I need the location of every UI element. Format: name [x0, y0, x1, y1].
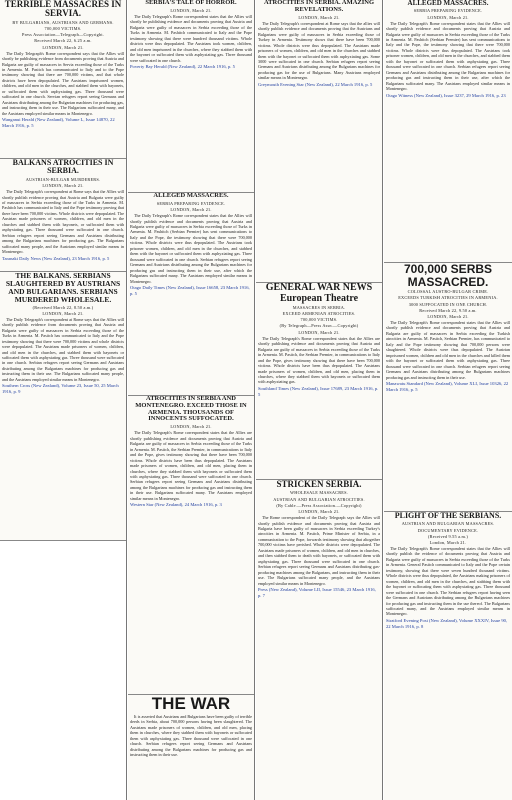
newspaper-clipping — [128, 396, 254, 695]
clipping-source-citation[interactable]: Stratford Evening Post (New Zealand), Volume XXXIV, Issue 90, 22 March 1916, p. 8 — [386, 617, 508, 629]
clipping-subheading: 700,000 VICTIMS. — [44, 26, 82, 32]
clipping-subheading: DOCUMENTARY EVIDENCE. — [417, 527, 479, 533]
clipping-body: The Daily Telegraph's correspondent at Rome says that the Allies will shortly publish evidence from documents proving that Austria and Bulgaria were guilty of massacres in Serbia exceeding those of the Turks in Armenia. M. Pasitch has communicated to Italy and the Pope testimony showing that there were 700,000 victims and whole districts were depopulated. The Austrians made prisoners of women, children, and old men in the churches, and stabbed them with bayonets or suffocated them with asphyxiating gas. Three thousand were suffocated in one church. Serbian refugees report seeing Germans and Austrians distributing among the Bulgarians machines for producing gas and instructing them in their use. The Bulgarians suffocated many people, and the Austrians employed similar means in Montenegro. — [2, 316, 124, 382]
clipping-subheading: LONDON, March 21. — [170, 206, 212, 212]
clipping-body: The Rome correspondent of the Daily Telegraph says the Allies will shortly publish evidence and documents proving that Austria and Bulgaria have been guilty of massacres in Serbia exceeding Turkey's atrocities in Armenia. M. Pasitch, Prime Minister of Serbia, in a communication to the Pope, forwards testimony showing that altogether 700,000 victims have perished. Whole districts were depopulated. The Austrians made prisoners of women, children, and old men in churches, and then stabbed them to death with bayonets, or suffocated them with asphyxiating gas. Three thousand were suffocated in one church. Serbian refugees report seeing Germans and Austrians distributing gas-producing machines among the Bulgarians, and instructing them in their use. The Bulgarians suffocated many people, and the Austrians employed similar means in Montenegro. — [258, 515, 380, 586]
column-1 — [0, 0, 127, 800]
newspaper-clipping — [128, 193, 254, 396]
clipping-body: The Daily Telegraph's Rome correspondent states that the Allies are shortly publishing evidence and documents proving that Austria and Bulgaria are guilty of massacres in Serbia exceeding those of the Turks in Armenia. M. Pasitch, the Serbian Premier, in communications to Italy and the Pope, gives testimony showing that there have been 700,000 victims. Whole districts have been thus depopulated. The Austrians made prisoners of women, children, and old men, placing them in churches, where they stabbed them with bayonets or suffocated them with asphyxiating gas. Three thousand were suffocated in one church. Serbian refugees report seeing Germans and Austrians distributing among the Bulgarians machines for producing gas and instructing them in their use. Bulgarians suffocated many. The Austrians employed similar means in Montenegro. — [130, 430, 252, 501]
newspaper-clipping — [256, 283, 382, 480]
clipping-body: The Daily Telegraph's Rome correspondent states that the Allies will shortly publish evidence and documents proving that Austria and Bulgaria are guilty of massacres in Serbia exceeding the Turkish atrocities in Armenia. M. Pasitch, Serbian Premier, has communicated to Italy and the Pope testimony showing that 700,000 persons were slaughtered. Whole districts were thus depopulated. The Austrian imprisoned women, children and old men in the churches and killed them with the bayonet or suffocated them with asphyxiating gas. Three thousand were suffocated in one church. Serbian refugees report seeing Germans and Austrians distributing among the Bulgarians machines producing gas and instructing them in their use. — [386, 319, 510, 380]
clipping-subheading: EXCEEDS TURKISH ATROCITIES IN ARMENIA. — [398, 295, 498, 301]
newspaper-clipping — [256, 480, 382, 800]
clipping-subheading: (Received March 22, 8.50 a.m.) — [32, 304, 94, 310]
newspaper-clipping — [0, 0, 126, 159]
clipping-subheading: AUSTRIAN AND BULGARIAN ATROCITIES. — [273, 496, 365, 502]
clipping-body: The Daily Telegraph's Rome correspondent states that the Allies are shortly publishing evidence and documents proving that Austria and Bulgaria are guilty of massacres in Serbia exceeding those of the Turks in Armenia. M. Pasitch, the Serbian Premier, in communications to Italy and the Pope, gives testimony showing that there have been 700,000 victims. Whole districts have been thus depopulated. The Austrians made prisoners of women, children, and old men, placing them in churches, where they stabbed them with bayonets or suffocated them with asphyxiating gas. — [258, 335, 380, 385]
clipping-subheading: SERBIA PREPARING EVIDENCE. — [413, 8, 483, 14]
clipping-subheading: COLOSSAL AUSTRO-BULGAR CRIME. — [407, 289, 489, 295]
clipping-subheading: Received March 22, 6.25 a.m. — [34, 38, 92, 44]
clipping-subheading: LONDON, March 21. — [427, 313, 469, 319]
clipping-subheading: London, March 21. — [429, 539, 467, 545]
clipping-subheading: SERBIA PREPARING EVIDENCE. — [156, 200, 226, 206]
clipping-body: It is asserted that Austrians and Bulgarians have been guilty of terrible deeds in Serbia, about 700,000 persons having been slaughtered. The Austrians made prisoners of women, children, and old men, placing them in churches, where they stabbed them with bayonets or suffocated them with asphyxiating gas. Three thousand were suffocated in one church. Serbian refugees report seeing Germans and Austrians distributing among the Bulgarians machines for producing gas and instructing them in their use. — [130, 713, 252, 758]
clipping-source-citation[interactable]: Southland Times (New Zealand), Issue 17689, 23 March 1916, p. 5 — [258, 385, 379, 397]
clipping-source-citation[interactable]: Otago Daily Times (New Zealand), Issue 16658, 23 March 1916, p. 5 — [130, 285, 250, 296]
clipping-headline: ALLEGED MASSACRES. — [153, 193, 229, 199]
clipping-headline: BALKANS ATROCITIES IN SERBIA. — [12, 159, 114, 176]
column-3 — [256, 0, 383, 800]
clipping-body: The Daily Telegraph's correspondent at Rome says that the Allies will shortly publish evidence proving that Austria and Bulgaria were guilty of massacres in Serbia exceeding those of the Turks in Armenia. M. Pashitch has communicated to Italy and the Pope testimony proving that there have been 700,000 victims. Whole districts were depopulated. The Austrian made prisoners of women, children, and old men in the churches and stabbed them with bayonets, or suffocated them with asphyxiating gas. Three thousand were suffocated in one church. Serbian refugees report seeing Germans and Austrians distributing among the Bulgarians machines for producing gas. The Bulgarians suffocated many people, and the Austrians employed similar means in Montenegro. — [2, 189, 124, 255]
newspaper-clipping — [128, 695, 254, 800]
clipping-source-citation[interactable]: Press (New Zealand), Volume LII, Issue 15546, 23 March 1916, p. 7 — [258, 586, 376, 598]
clipping-subheading: WHOLESALE MASSACRES. — [290, 490, 348, 496]
clipping-subheading: LONDON, March 21. — [170, 424, 212, 430]
clipping-source-citation[interactable]: Western Star (New Zealand), 24 March 1916, p. 3 — [130, 502, 222, 508]
clipping-subheading: LONDON, March 21. — [298, 14, 340, 20]
column-4 — [384, 0, 512, 800]
clipping-headline: PLIGHT OF THE SERBIANS. — [394, 512, 502, 520]
clipping-subheading: LONDON, March 21. — [298, 508, 340, 514]
clipping-subheading: LONDON, March 21. — [42, 44, 84, 50]
clipping-headline: ATROCITIES IN SERBIA AND MONTENEGRO. EXCEED THOSE IN ARMENIA. THOUSANDS OF INNOCENTS SUFFOCATED. — [135, 396, 247, 423]
clipping-subheading: LONDON, March 21. — [427, 14, 469, 20]
clipping-subheading: 700,000 VICTIMS. — [300, 317, 338, 323]
clipping-source-citation[interactable]: Greymouth Evening Star (New Zealand), 22 March 1916, p. 5 — [258, 81, 373, 87]
newspaper-clipping — [0, 272, 126, 541]
clipping-body: The Daily Telegraph's Rome correspondent states that the Allies will shortly publish evidence and documents proving that Austria and Bulgaria were guilty of massacres in Serbia exceeding those of the Turks in Armenia. M. Pashitch (Serbian Premier) has sent communications to Italy and the Pope, the testimony showing that there were 700,000 victims. Whole districts were thus depopulated. The Austrians took prisoner women, children, and old men in the churches, and stabbed them with the bayonet or suffocated them with asphyxiating gas. Three thousand were suffocated in one church. Serbian refugees report seeing Germans and Austrians distributing among the Bulgarians machines for producing gas and instructing them in their use, after which the Bulgarians suffocated many. The Austrians employed similar means in Montenegro. — [386, 20, 510, 92]
clipping-headline: TERRIBLE MASSACRES IN SERVIA. — [4, 0, 122, 19]
clipping-body: The Daily Telegraph's Rome correspondent states that the Allies will shortly be publishing evidence and documents proving that Austria and Bulgaria were guilty of massacres in Serbia exceeding those of the Turks in Armenia. M. Pashitch communicated to Italy and the Pope testimony showing that there were hundred thousand victims. Whole districts were thus depopulated. The Austrians took women, children, and old men imprisoned in the churches, where they stabbed them with the bayonet or suffocated them with asphyxiating gas. Three thousand were suffocated in one church. — [130, 13, 252, 63]
clipping-source-citation[interactable]: Taranaki Daily News (New Zealand), 23 March 1916, p. 5 — [2, 255, 110, 261]
newspaper-clipping — [384, 263, 512, 512]
clipping-headline: GENERAL WAR NEWS European Theatre — [265, 283, 373, 304]
clipping-source-citation[interactable]: Southern Cross (New Zealand), Volume 23, Issue 50, 25 March 1916, p. 9 — [2, 383, 119, 394]
clipping-headline: THE WAR — [151, 695, 231, 713]
clipping-headline: SERBIA'S TALE OF HORROR. — [145, 0, 237, 6]
clipping-subheading: LONDON, March 21. — [298, 329, 340, 335]
newspaper-clipping — [384, 0, 512, 263]
newspaper-clipping — [0, 159, 126, 272]
clipping-body: The Daily Telegraph's correspondent at Rome says that the allies will shortly publish evidence and documents proving that the Austrians and Bulgarians were guilty of massacres in Serbia exceeding those of Turkey in Armenia. Testimony shows that there have been 700,000 victims. Whole districts were thus depopulated. The Austrians made prisoners of women, children, and old men in the churches and stabbed them with the bayonet or suffocated them with asphyxiating gas. Some 3000 were suffocated in one church. Serbian refugees report seeing Germans and Austrians distributing among the Bulgarians machines for producing gas for the use of Bulgarians. Many Austrians employed similar means in Montenegro. — [258, 20, 380, 81]
clipping-source-citation[interactable]: Poverty Bay Herald (New Zealand), 22 March 1916, p. 5 — [130, 64, 235, 70]
clipping-subheading: MASSACRES IN SERBIA. — [292, 305, 346, 310]
clipping-subheading: Received March 22, 9.50 a.m. — [419, 307, 477, 313]
clipping-subheading: (By Cable.—Press Association.—Copyright) — [276, 502, 362, 508]
clipping-subheading: AUSTRIAN AND BULGARIAN MASSACRES. — [401, 521, 495, 527]
clipping-subheading: LONDON, March 21. — [42, 182, 84, 188]
clipping-subheading: LONDON, March 21. — [42, 310, 84, 316]
clipping-subheading: AUSTRIAN-BULGAR MURDERERS. — [25, 176, 101, 182]
clipping-subheading: (By Telegraph—Press Assn.—Copyright) — [279, 323, 359, 329]
clipping-headline: 700,000 SERBS MASSACRED. — [403, 263, 493, 289]
clipping-body: The Daily Telegraph's Rome correspondent says that the Allies will shortly be publishing evidence from documents proving that Austria and Bulgaria are guilty of massacres in Servia exceeding those of the Turks in Armenia. M. Pasitch has communicated to Italy and to the Pope testimony showing that there are 700,000 victims, and that whole districts have been depopulated. The Austrians imprisoned women, children, and old men in the churches, and stabbed them with bayonets, or suffocated them with asphyxiating gas. Three thousand were suffocated in one church. Servian refugees report seeing Germans and Austrians distributing among the Bulgarian machines for producing gas, and instructing them in their use. The Bulgarians suffocated many, and the Austrians employed similar means in Montenegro. — [2, 50, 124, 116]
clipping-subheading: LONDON, March 21. — [170, 7, 212, 13]
newspaper-clipping — [128, 0, 254, 193]
clipping-subheading: BY BULGARIANS, AUSTRIANS AND GERMANS. — [12, 19, 114, 25]
clipping-source-citation[interactable]: Manawatu Standard (New Zealand), Volume XLI, Issue 10326, 22 March 1916, p. 5 — [386, 380, 509, 392]
clipping-subheading: 3000 SUFFOCATED IN ONE CHURCH. — [408, 301, 488, 307]
clipping-subheading: EXCEED ARMENIAN ATROCITIES. — [282, 311, 356, 317]
newspaper-clipping — [384, 512, 512, 800]
column-2 — [128, 0, 255, 800]
clipping-subheading: Press Association—Telegraph—Copyright. — [21, 32, 104, 38]
clipping-headline: STRICKEN SERBIA. — [276, 480, 362, 489]
clipping-headline: THE BALKANS. SERBIANS SLAUGHTERED BY AUSTRIANS AND BULGARIANS. SERBIANS MURDERED WHOLESALE. — [5, 272, 121, 304]
newspaper-clipping — [256, 0, 382, 283]
clipping-headline: ALLEGED MASSACRES. — [407, 0, 489, 7]
clipping-source-citation[interactable]: Otago Witness (New Zealand), Issue 3237, 29 March 1916, p. 23 — [386, 92, 506, 98]
clipping-headline: ATROCITIES IN SERBIA. AMAZING REVELATIONS. — [263, 0, 375, 13]
clipping-subheading: (Received 9.55 a.m.) — [428, 533, 468, 539]
clipping-body: The Daily Telegraph's Rome correspondent states that the Allies will shortly publish evidence and documents proving that Austria and Bulgaria were guilty of massacres in Serbia exceeding those of Turks in Armenia. M. Pashitch (Serbian Premier) has sent communications to Italy and the Pope, the testimony showing that there were 700,000 victims. Whole districts were thus depopulated. The Austrians took prisoner women, children, and old men in the churches, and stabbed them with the bayonet or suffocated them with asphyxiating gas. Three thousand were suffocated in one church. Serbian refugees report seeing Germans and Austrians distributing among the Bulgarians machines for producing gas and instructing them in their use, after which the Bulgarians suffocated many. The Austrians employed similar means in Montenegro. — [130, 213, 252, 284]
clipping-source-citation[interactable]: Wanganui Herald (New Zealand), Volume L, Issue 14870, 22 March 1916, p. 5 — [2, 117, 115, 128]
clipping-body: The Daily Telegraph's Rome correspondent states that the Allies will shortly publish the evidence of documents proving that Austria and Bulgaria were guilty of massacres in Serbia exceeding those of the Turks in Armenia. General Pasitch communicated to Italy and the Pope certain testimony, showing that there were seven hundred thousand victims. Whole districts were thus depopulated, the Austrians making prisoners of women, children, and old men in the churches, and stabbing them with the bayonet or suffocating them with asphyxiating gas. Three thousand were suffocated in one church. The Serbian refugees report having seen the Germans and Austrians distributing among the Bulgarians machines for producing gas and instructing them in the use thereof. The Bulgarians suffocated many, and the Austrians employed similar means in Montenegro. — [386, 546, 510, 617]
